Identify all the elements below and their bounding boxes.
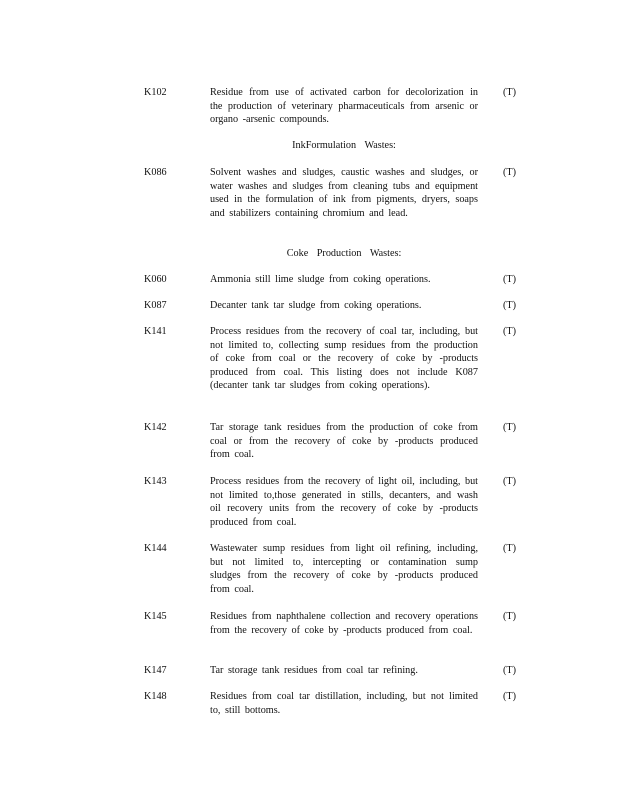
waste-description: Residues from coal tar distillation, including, but not limited to, still bottoms. bbox=[210, 691, 478, 716]
hazard-code: (T) bbox=[503, 611, 517, 622]
waste-code: K144 bbox=[144, 543, 167, 554]
waste-description: Wastewater sump residues from light oil refining, including, but not limited to, intercepting or contamination sump sludges from the recovery of coke by -products produced from coal. bbox=[210, 543, 478, 595]
hazard-code: (T) bbox=[503, 326, 517, 337]
section-heading-ink-formulation: InkFormulation Wastes: bbox=[292, 140, 396, 151]
waste-description: Tar storage tank residues from the production of coke from coal or from the recovery of coke by -products produced from coal. bbox=[210, 422, 478, 461]
waste-code: K145 bbox=[144, 611, 167, 622]
waste-code: K102 bbox=[144, 87, 167, 98]
hazard-code: (T) bbox=[503, 691, 517, 702]
hazard-code: (T) bbox=[503, 87, 517, 98]
section-heading-coke-production: Coke Production Wastes: bbox=[286, 248, 402, 259]
waste-code: K147 bbox=[144, 665, 167, 676]
waste-code: K087 bbox=[144, 300, 167, 311]
hazard-code: (T) bbox=[503, 300, 517, 311]
waste-code: K086 bbox=[144, 167, 167, 178]
waste-description: Process residues from the recovery of light oil, including, but not limited to,those generated in stills, decanters, and wash oil recovery units from the recovery of coke by -products produced from coal. bbox=[210, 476, 478, 528]
waste-code: K141 bbox=[144, 326, 167, 337]
waste-description: Decanter tank tar sludge from coking operations. bbox=[210, 300, 422, 311]
hazard-code: (T) bbox=[503, 476, 517, 487]
waste-code: K060 bbox=[144, 274, 167, 285]
waste-code: K143 bbox=[144, 476, 167, 487]
waste-code: K148 bbox=[144, 691, 167, 702]
waste-description: Residues from naphthalene collection and recovery operations from the recovery of coke by -products produced from coal. bbox=[210, 611, 478, 636]
hazard-code: (T) bbox=[503, 543, 517, 554]
hazard-code: (T) bbox=[503, 422, 517, 433]
waste-code: K142 bbox=[144, 422, 167, 433]
hazard-code: (T) bbox=[503, 665, 517, 676]
waste-description: Ammonia still lime sludge from coking operations. bbox=[210, 274, 431, 285]
waste-description: Process residues from the recovery of coal tar, including, but not limited to, collecting sump residues from the production of coke from coal or the recovery of coke by -products produced from coal. This listing does not include K087 (decanter tank tar sludges from coking operations). bbox=[210, 326, 478, 392]
waste-description: Residue from use of activated carbon for decolorization in the production of veterinary pharmaceuticals from arsenic or organo -arsenic compounds. bbox=[210, 87, 478, 126]
waste-description: Tar storage tank residues from coal tar refining. bbox=[210, 665, 418, 676]
hazard-code: (T) bbox=[503, 274, 517, 285]
waste-description: Solvent washes and sludges, caustic washes and sludges, or water washes and sludges from cleaning tubs and equipment used in the formulation of ink from pigments, dryers, soaps and stabilizers containing chromium and lead. bbox=[210, 167, 478, 219]
hazard-code: (T) bbox=[503, 167, 517, 178]
